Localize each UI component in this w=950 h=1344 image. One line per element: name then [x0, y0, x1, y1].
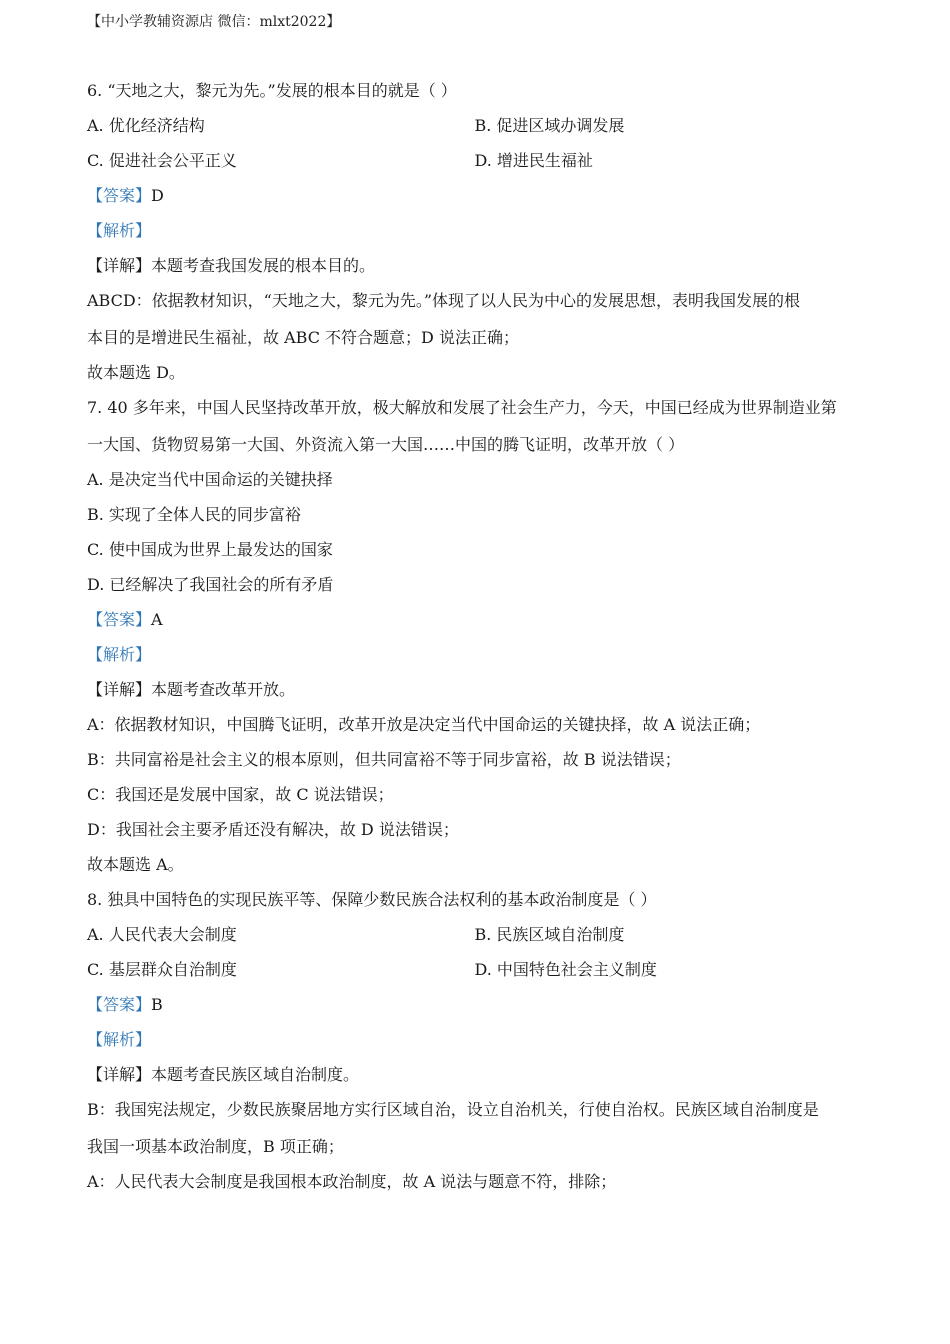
question-6-option-c: C. 促进社会公平正义	[87, 151, 237, 170]
answer-tag: 【答案】	[87, 186, 152, 205]
analysis-tag: 【解析】	[87, 1030, 152, 1049]
detail-tag: 【详解】	[87, 680, 152, 699]
question-7-stem-line-1: 7. 40 多年来，中国人民坚持改革开放，极大解放和发展了社会生产力，今天，中国已经成为世界制造业第	[87, 398, 837, 417]
question-8-option-a: A. 人民代表大会制度	[87, 925, 237, 944]
question-8-options-row-1	[87, 920, 862, 955]
answer-tag: 【答案】	[87, 610, 152, 629]
answer-value: A	[151, 610, 163, 629]
question-7-option-d: D. 已经解决了我国社会的所有矛盾	[87, 575, 334, 594]
question-6-option-b: B. 促进区域办调发展	[474, 116, 625, 135]
question-7-option-b: B. 实现了全体人民的同步富裕	[87, 505, 301, 524]
question-8-option-c: C. 基层群众自治制度	[87, 960, 237, 979]
question-8-answer	[87, 990, 862, 1025]
question-7-explanation-b: B：共同富裕是社会主义的根本原则，但共同富裕不等于同步富裕，故 B 说法错误；	[87, 750, 681, 769]
question-7-option-a: A. 是决定当代中国命运的关键抉择	[87, 470, 333, 489]
question-7-detail	[87, 675, 862, 710]
page-header: 【中小学教辅资源店 微信：mlxt2022】	[87, 14, 341, 30]
question-6-detail	[87, 251, 862, 286]
question-8-detail	[87, 1060, 862, 1095]
question-7-option-c: C. 使中国成为世界上最发达的国家	[87, 540, 333, 559]
question-8-option-b: B. 民族区域自治制度	[474, 925, 625, 944]
question-6-conclusion: 故本题选 D。	[87, 363, 185, 382]
question-6-answer	[87, 181, 862, 216]
question-7-explanation-d: D：我国社会主要矛盾还没有解决，故 D 说法错误；	[87, 820, 459, 839]
question-6-option-d: D. 增进民生福祉	[474, 151, 593, 170]
question-6-option-a: A. 优化经济结构	[87, 116, 205, 135]
question-7-analysis	[87, 640, 862, 675]
question-8-explanation-b-line-1: B：我国宪法规定，少数民族聚居地方实行区域自治，设立自治机关，行使自治权。民族区域自治制度是	[87, 1100, 819, 1119]
question-8-analysis	[87, 1025, 862, 1060]
question-8-option-d: D. 中国特色社会主义制度	[474, 960, 657, 979]
detail-text: 本题考查我国发展的根本目的。	[151, 256, 376, 275]
answer-value: D	[151, 186, 164, 205]
question-7-answer	[87, 605, 862, 640]
answer-tag: 【答案】	[87, 995, 152, 1014]
question-8-options-row-2	[87, 955, 862, 990]
question-6-options-row-2	[87, 146, 862, 181]
answer-value: B	[151, 995, 163, 1014]
document-body	[87, 76, 862, 1202]
question-7-explanation-a: A：依据教材知识，中国腾飞证明，改革开放是决定当代中国命运的关键抉择，故 A 说法正确；	[87, 715, 761, 734]
question-6-explanation-line-1: ABCD：依据教材知识，“天地之大，黎元为先。”体现了以人民为中心的发展思想，表明我国发展的根	[87, 291, 801, 310]
question-6-stem: 6. “天地之大，黎元为先。”发展的根本目的就是（ ）	[87, 81, 457, 100]
question-8-explanation-a: A：人民代表大会制度是我国根本政治制度，故 A 说法与题意不符，排除；	[87, 1172, 617, 1191]
detail-tag: 【详解】	[87, 1065, 152, 1084]
question-6-options-row-1	[87, 111, 862, 146]
detail-text: 本题考查改革开放。	[151, 680, 296, 699]
question-6-explanation-line-2: 本目的是增进民生福祉，故 ABC 不符合题意；D 说法正确；	[87, 328, 519, 347]
question-6-analysis	[87, 216, 862, 251]
analysis-tag: 【解析】	[87, 221, 152, 240]
question-7-stem-line-2: 一大国、货物贸易第一大国、外资流入第一大国……中国的腾飞证明，改革开放（ ）	[87, 435, 685, 454]
question-8-stem: 8. 独具中国特色的实现民族平等、保障少数民族合法权利的基本政治制度是（ ）	[87, 890, 657, 909]
detail-text: 本题考查民族区域自治制度。	[151, 1065, 360, 1084]
analysis-tag: 【解析】	[87, 645, 152, 664]
question-8-explanation-b-line-2: 我国一项基本政治制度，B 项正确；	[87, 1137, 344, 1156]
question-7-explanation-c: C：我国还是发展中国家，故 C 说法错误；	[87, 785, 394, 804]
question-7-conclusion: 故本题选 A。	[87, 855, 184, 874]
detail-tag: 【详解】	[87, 256, 152, 275]
